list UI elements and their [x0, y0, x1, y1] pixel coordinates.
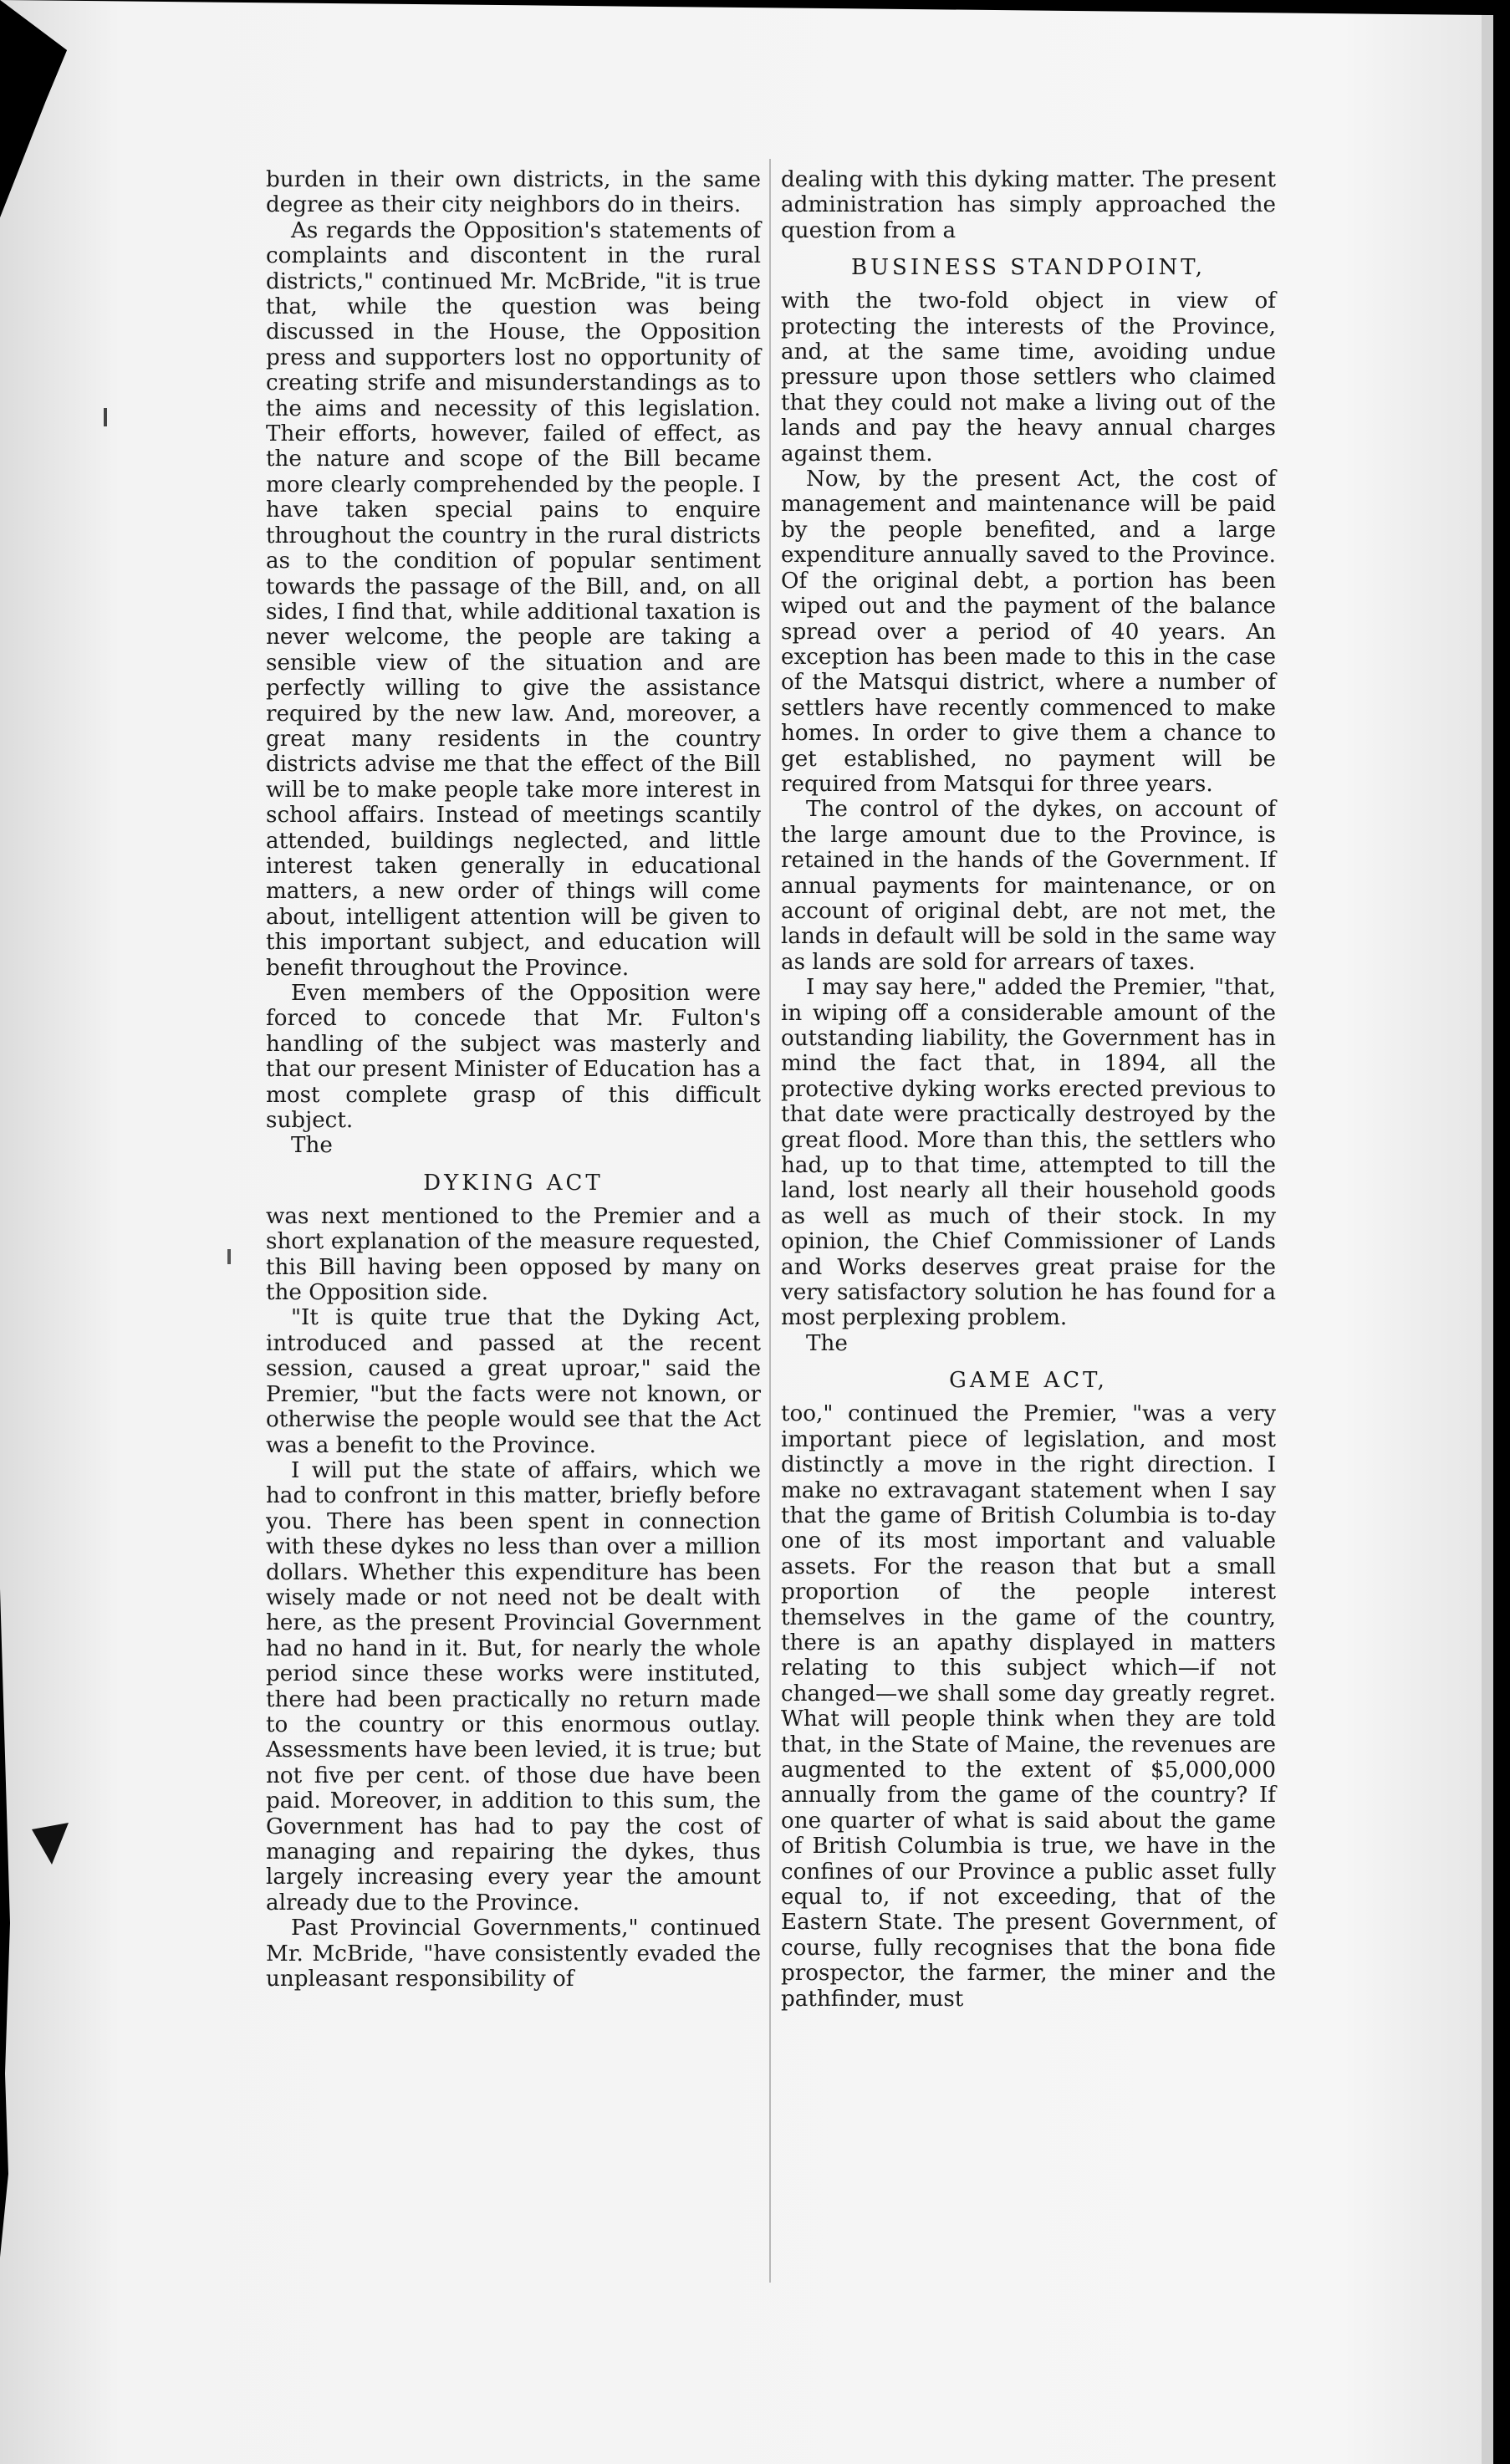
paragraph: dealing with this dyking matter. The present administration has simply approached the question from a: [781, 167, 1276, 243]
column-divider: [769, 159, 771, 2283]
paragraph: with the two-fold object in view of protecting the interests of the Province, and, at the same time, avoiding undue pressure upon those settlers who claimed that they could not make a living out of the lands and pay the heavy annual charges against them.: [781, 288, 1276, 467]
section-heading: BUSINESS STANDPOINT,: [851, 255, 1206, 281]
section-heading: DYKING ACT: [423, 1170, 604, 1196]
paragraph: "It is quite true that the Dyking Act, introduced and passed at the recent session, caused a great uproar," said the Premier, "but the facts were not known, or otherwise the people would see that the Act was a benefit to the Province.: [266, 1305, 761, 1458]
paragraph: The: [291, 1133, 333, 1159]
paragraph: I will put the state of affairs, which we had to confront in this matter, briefly before you. There has been spent in connection with these dykes no less than over a million dollars. Whether this expenditure has been wisely made or not need not be dealt with here, as the present Provincial Government had no hand in it. But, for nearly the whole period since these works were instituted, there had been practically no return made to the country or this enormous outlay. Assessments have been levied, it is true; but not five per cent. of those due have been paid. Moreover, in addition to this sum, the Government has had to pay the cost of managing and repairing the dykes, thus largely increasing every year the amount already due to the Province.: [266, 1457, 761, 1916]
paragraph: The: [806, 1330, 848, 1356]
left-column: [266, 167, 761, 1992]
paragraph: The control of the dykes, on account of the large amount due to the Province, is retained in the hands of the Government. If annual payments for maintenance, or on account of original debt, are not met, the lands in default will be sold in the same way as lands are sold for arrears of taxes.: [781, 797, 1276, 975]
right-column: [781, 167, 1276, 2012]
paragraph: was next mentioned to the Premier and a short explanation of the measure requested, this Bill having been opposed by many on the Opposition side.: [266, 1203, 761, 1306]
paragraph: Even members of the Opposition were forced to concede that Mr. Fulton's handling of the subject was masterly and that our present Minister of Education has a most complete grasp of this difficult subject.: [266, 981, 762, 1134]
paragraph: As regards the Opposition's statements of complaints and discontent in the rural districts," continued Mr. McBride, "it is true that, while the question was being discussed in the House, the Opposition press and supporters lost no opportunity of creating strife and misunderstandings as to the aims and necessity of this legislation. Their efforts, however, failed of effect, as the nature and scope of the Bill became more clearly comprehended by the people. I have taken special pains to enquire throughout the country in the rural districts as to the condition of popular sentiment towards the passage of the Bill, and, on all sides, I find that, while additional taxation is never welcome, the people are taking a sensible view of the situation and are perfectly willing to give the assistance required by the new law. And, moreover, a great many residents in the country districts advise me that the effect of the Bill will be to make people take more interest in school affairs. Instead of meetings scantily attended, buildings neglected, and little interest taken generally in educational matters, a new order of things will come about, intelligent attention will be given to this important subject, and education will benefit throughout the Province.: [266, 217, 761, 981]
margin-speck: [227, 1249, 231, 1264]
section-heading: GAME ACT,: [949, 1368, 1108, 1394]
margin-speck: [104, 408, 107, 426]
right-margin-edge: [1482, 15, 1493, 2464]
paragraph: burden in their own districts, in the same degree as their city neighbors do in theirs.: [266, 167, 761, 218]
paragraph: Now, by the present Act, the cost of management and maintenance will be paid by the people benefited, and a large expenditure annually saved to the Province. Of the original debt, a portion has been wiped out and the payment of the balance spread over a period of 40 years. An exception has been made to this in the case of the Matsqui district, where a number of settlers have recently commenced to make homes. In order to give them a chance to get established, no payment will be required from Matsqui for three years.: [781, 467, 1276, 797]
paragraph: Past Provincial Governments," continued Mr. McBride, "have consistently evaded the unpleasant responsibility of: [266, 1916, 761, 1992]
paragraph: I may say here," added the Premier, "that, in wiping off a considerable amount of the outstanding liability, the Government has in mind the fact that, in 1894, all the protective dyking works erected previous to that date were practically destroyed by the great flood. More than this, the settlers who had, up to that time, attempted to till the land, lost nearly all their household goods as well as much of their stock. In my opinion, the Chief Commissioner of Lands and Works deserves great praise for the very satisfactory solution he has found for a most perplexing problem.: [781, 975, 1276, 1331]
paragraph: too," continued the Premier, "was a very important piece of legislation, and most distinctly a move in the right direction. I make no extravagant statement when I say that the game of British Columbia is to-day one of its most important and valuable assets. For the reason that but a small proportion of the people interest themselves in the game of the country, there is an apathy displayed in matters relating to this subject which—if not changed—we shall some day greatly regret. What will people think when they are told that, in the State of Maine, the revenues are augmented to the extent of $5,000,000 annually from the game of the country? If one quarter of what is said about the game of British Columbia is true, we have in the confines of our Province a public asset fully equal to, if not exceeding, that of the Eastern State. The present Government, of course, fully recognises that the bona fide prospector, the farmer, the miner and the pathfinder, must: [781, 1401, 1276, 2012]
